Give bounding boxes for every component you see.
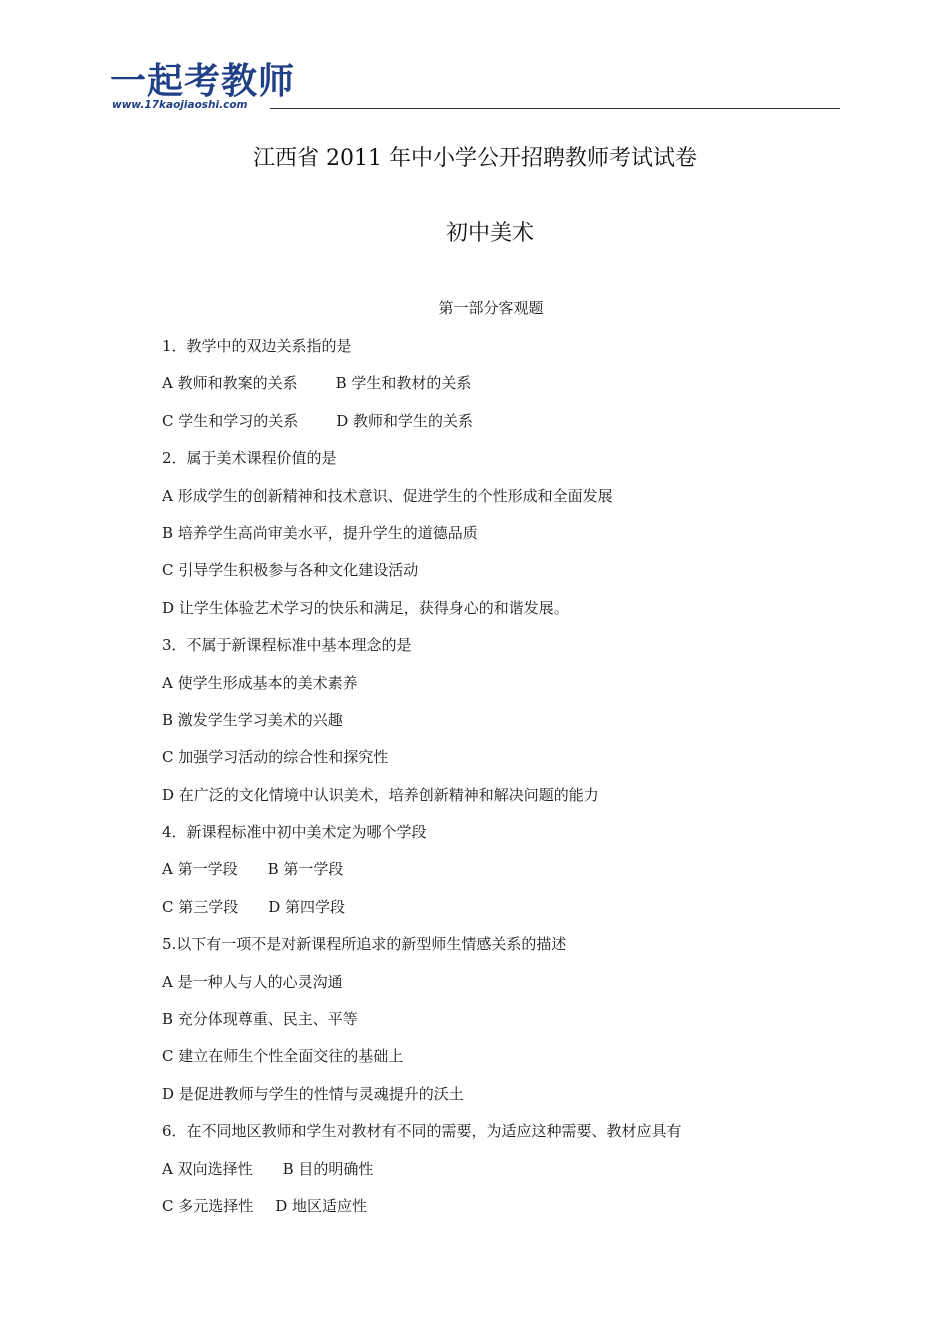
line-text: 5.以下有一项不是对新课程所追求的新型师生情感关系的描述 [162, 935, 567, 954]
line-text: A 使学生形成基本的美术素养 [162, 673, 358, 692]
option-text: B 第一学段 [267, 860, 344, 879]
line-text: A 形成学生的创新精神和技术意识、促进学生的个性形成和全面发展 [162, 486, 613, 505]
line-text: C 第三学段 [162, 897, 239, 916]
question-line [162, 597, 862, 634]
line-text: 3．不属于新课程标准中基本理念的是 [162, 636, 412, 655]
question-line [162, 1195, 862, 1232]
site-url: www.17kaojiaoshi.com [112, 99, 248, 111]
line-text: C 学生和学习的关系 [162, 411, 299, 430]
exam-subject: 初中美术 [445, 221, 534, 246]
question-line [162, 634, 862, 671]
line-text: C 建立在师生个性全面交往的基础上 [162, 1047, 404, 1066]
question-line [162, 335, 862, 372]
line-text: D 让学生体验艺术学习的快乐和满足，获得身心的和谐发展。 [162, 598, 569, 617]
question-line [162, 447, 862, 484]
line-text: A 第一学段 [162, 860, 238, 879]
question-line [162, 522, 862, 559]
line-text: 1．教学中的双边关系指的是 [162, 337, 352, 355]
line-text: A 是一种人与人的心灵沟通 [162, 972, 343, 991]
line-text: B 激发学生学习美术的兴趣 [162, 710, 343, 729]
line-text: 6．在不同地区教师和学生对教材有不同的需要，为适应这种需要、教材应具有 [162, 1122, 682, 1141]
section-heading: 第一部分客观题 [438, 299, 544, 317]
question-line [162, 1120, 862, 1157]
line-text: B 培养学生高尚审美水平，提升学生的道德品质 [162, 523, 478, 542]
line-text: D 在广泛的文化情境中认识美术，培养创新精神和解决问题的能力 [162, 785, 599, 804]
line-text: C 多元选择性 [162, 1196, 254, 1215]
option-text: B 目的明确性 [282, 1159, 374, 1178]
line-text: C 引导学生积极参与各种文化建设活动 [162, 561, 419, 580]
line-text: D 是促进教师与学生的性情与灵魂提升的沃土 [162, 1084, 464, 1103]
question-line [162, 485, 862, 522]
header-divider [270, 108, 840, 109]
line-text: A 双向选择性 [162, 1159, 253, 1178]
question-line [162, 709, 862, 746]
question-line [162, 372, 862, 409]
exam-title: 江西省 2011 年中小学公开招聘教师考试试卷 [253, 146, 697, 171]
question-line [162, 559, 862, 596]
option-text: B 学生和教材的关系 [335, 374, 472, 393]
option-text: D 教师和学生的关系 [336, 411, 474, 430]
line-text: B 充分体现尊重、民主、平等 [162, 1010, 358, 1029]
question-line [162, 896, 862, 933]
question-line [162, 858, 862, 895]
line-text: 4．新课程标准中初中美术定为哪个学段 [162, 823, 427, 842]
question-line [162, 1008, 862, 1045]
question-line [162, 821, 862, 858]
question-line [162, 971, 862, 1008]
site-logo: 一起考教师 [110, 61, 296, 102]
question-line [162, 1083, 862, 1120]
question-line [162, 1158, 862, 1195]
question-line [162, 410, 862, 447]
option-text: D 地区适应性 [275, 1196, 368, 1215]
question-list [162, 335, 862, 1232]
question-line [162, 1045, 862, 1082]
question-line [162, 784, 862, 821]
question-line [162, 672, 862, 709]
question-line [162, 933, 862, 970]
line-text: A 教师和教案的关系 [162, 374, 298, 393]
option-text: D 第四学段 [268, 897, 346, 916]
page-header [110, 62, 840, 112]
line-text: 2．属于美术课程价值的是 [162, 449, 337, 468]
line-text: C 加强学习活动的综合性和探究性 [162, 748, 389, 767]
question-line [162, 746, 862, 783]
